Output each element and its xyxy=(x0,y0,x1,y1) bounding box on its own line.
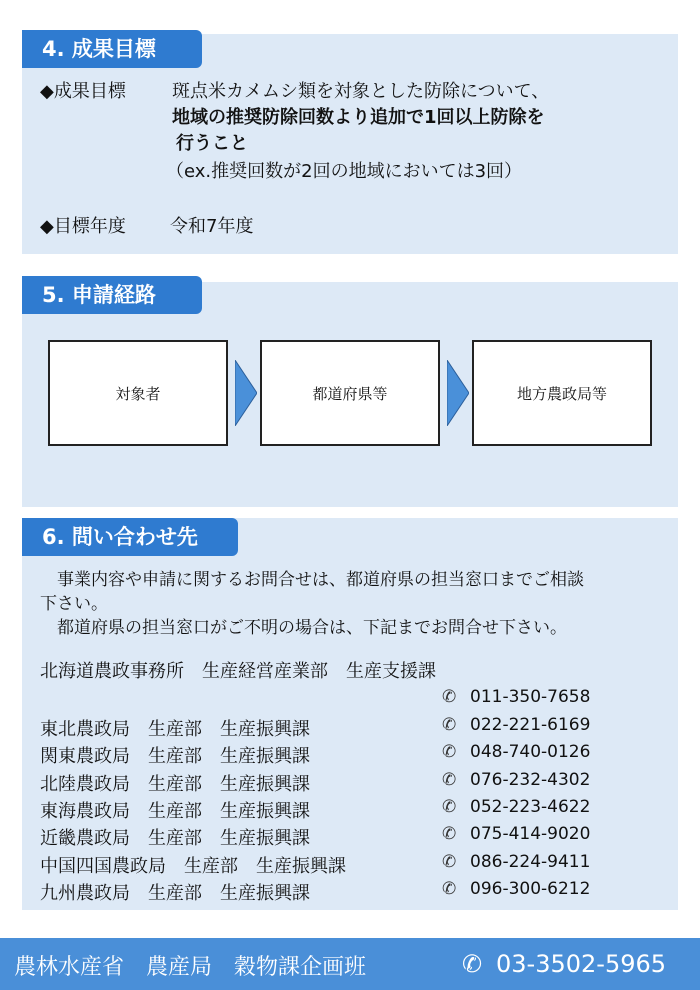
goal-bold-line1: 地域の推奨防除回数より追加で1回以上防除を xyxy=(172,107,545,128)
section-4-heading: 4. 成果目標 xyxy=(22,30,202,68)
phone-icon: ✆ xyxy=(462,950,483,978)
inquiry-paragraph-2: 都道府県の担当窓口がご不明の場合は、下記までお問合せ下さい。 xyxy=(40,618,567,638)
contact-row xyxy=(40,770,640,796)
contact-name: 東北農政局 生産部 生産振興課 xyxy=(40,719,310,740)
contact-phone xyxy=(442,852,590,872)
year-value: 令和7年度 xyxy=(170,216,254,237)
contact-row xyxy=(40,742,640,768)
contact-phone xyxy=(442,715,590,735)
flow-step-prefecture xyxy=(260,340,440,446)
contact-phone xyxy=(442,824,590,844)
goal-bold-line2: 行うこと xyxy=(176,133,248,154)
flow-step-applicant xyxy=(48,340,228,446)
contact-row xyxy=(40,715,640,741)
contact-row xyxy=(40,879,640,905)
contact-phone-number: 086-224-9411 xyxy=(470,851,591,872)
contact-name: 東海農政局 生産部 生産振興課 xyxy=(40,800,310,822)
flow-arrow-icon xyxy=(447,360,469,426)
inquiry-paragraph-1-line2: 下さい。 xyxy=(40,594,108,614)
contact-phone xyxy=(442,770,590,790)
inquiry-paragraph-1-line1: 事業内容や申請に関するお問合せは、都道府県の担当窓口までご相談 xyxy=(40,570,584,590)
contact-row xyxy=(40,657,640,683)
phone-icon: ✆ xyxy=(442,851,457,872)
footer-bar xyxy=(0,938,700,990)
contact-name: 関東農政局 生産部 生産振興課 xyxy=(40,746,310,768)
phone-icon: ✆ xyxy=(442,715,457,735)
contact-phone-number: 048-740-0126 xyxy=(470,742,591,763)
contact-phone-number: 075-414-9020 xyxy=(470,824,591,845)
flow-step-label: 都道府県等 xyxy=(312,384,388,403)
flow-step-label: 地方農政局等 xyxy=(516,384,607,403)
phone-icon: ✆ xyxy=(442,824,457,845)
contact-phone xyxy=(442,879,590,899)
contact-phone-number: 011-350-7658 xyxy=(470,687,591,707)
contact-phone-number: 096-300-6212 xyxy=(470,878,591,899)
contact-phone-number: 076-232-4302 xyxy=(470,769,591,790)
contact-row xyxy=(40,852,640,878)
goal-label: ◆成果目標 xyxy=(40,81,126,102)
section-5-heading: 5. 申請経路 xyxy=(22,276,202,314)
contact-phone-number: 052-223-4622 xyxy=(470,796,591,817)
flow-step-regional-bureau xyxy=(472,340,652,446)
footer-org: 農林水産省 農産局 穀物課企画班 xyxy=(14,955,367,980)
goal-note: （ex.推奨回数が2回の地域においては3回） xyxy=(166,161,523,182)
inquiry-paragraph-1 xyxy=(40,568,584,616)
phone-icon: ✆ xyxy=(442,769,457,790)
footer-phone xyxy=(462,950,666,978)
contact-name: 九州農政局 生産部 生産振興課 xyxy=(40,882,310,904)
contact-row xyxy=(40,797,640,823)
footer-phone-number: 03-3502-5965 xyxy=(496,950,667,978)
contact-name: 北海道農政事務所 生産経営産業部 生産支援課 xyxy=(40,661,436,682)
contact-name: 北陸農政局 生産部 生産振興課 xyxy=(40,773,310,795)
contact-phone xyxy=(442,797,590,817)
contact-name: 近畿農政局 生産部 生産振興課 xyxy=(40,828,310,850)
phone-icon: ✆ xyxy=(442,878,457,899)
goal-line1: 斑点米カメムシ類を対象とした防除について、 xyxy=(172,81,550,102)
contact-name: 中国四国農政局 生産部 生産振興課 xyxy=(40,855,346,877)
contact-phone xyxy=(442,687,590,707)
flow-arrow-icon xyxy=(235,360,257,426)
year-label: ◆目標年度 xyxy=(40,216,126,237)
section-6-heading: 6. 問い合わせ先 xyxy=(22,518,238,556)
phone-icon: ✆ xyxy=(442,687,457,707)
phone-icon: ✆ xyxy=(442,742,457,763)
flow-step-label: 対象者 xyxy=(115,384,161,403)
contact-row xyxy=(40,824,640,850)
contact-phone xyxy=(442,742,590,762)
phone-icon: ✆ xyxy=(442,796,457,817)
contact-phone-number: 022-221-6169 xyxy=(470,715,591,735)
contact-phone-row xyxy=(40,687,640,713)
